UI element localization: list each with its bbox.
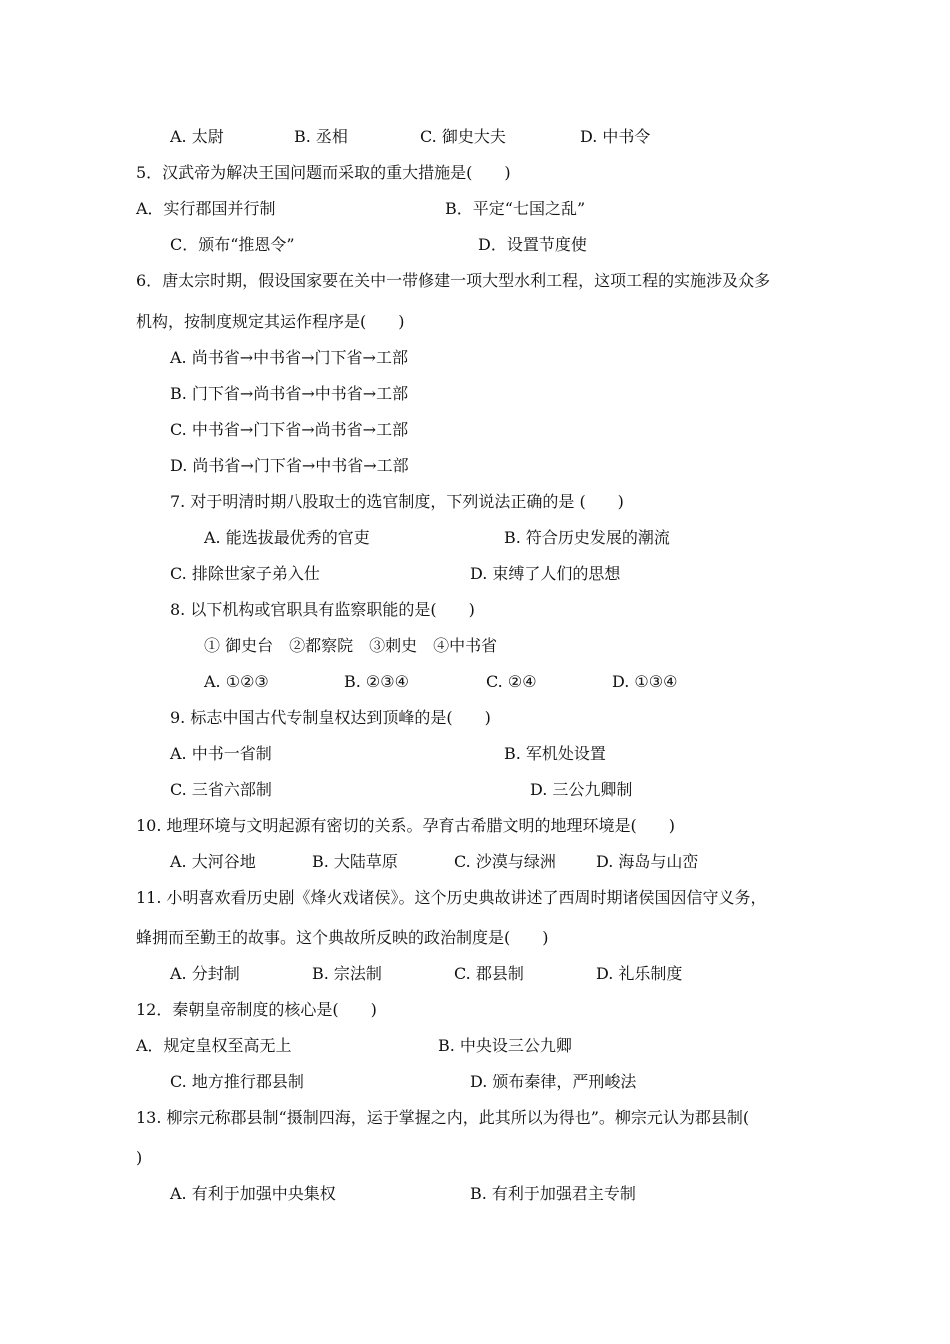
q6-stem-line1: 6．唐太宗时期，假设国家要在关中一带修建一项大型水利工程，这项工程的实施涉及众多	[136, 271, 771, 290]
q13-option-a: A. 有利于加强中央集权	[170, 1184, 336, 1203]
q7-option-a: A. 能选拔最优秀的官吏	[204, 528, 370, 547]
q4-option-d: D. 中书令	[580, 127, 651, 146]
q10-option-c: C. 沙漠与绿洲	[454, 852, 556, 871]
q5-option-d: D．设置节度使	[478, 235, 587, 254]
q6-option-b: B. 门下省→尚书省→中书省→工部	[170, 384, 409, 403]
q12-stem: 12．秦朝皇帝制度的核心是( )	[136, 1000, 377, 1019]
q13-option-b: B. 有利于加强君主专制	[470, 1184, 636, 1203]
q10-stem: 10. 地理环境与文明起源有密切的关系。孕育古希腊文明的地理环境是( )	[136, 816, 676, 835]
q9-option-b: B. 军机处设置	[504, 744, 606, 763]
q8-option-d: D. ①③④	[612, 672, 678, 691]
q11-option-b: B. 宗法制	[312, 964, 382, 983]
q12-option-b: B. 中央设三公九卿	[438, 1036, 572, 1055]
q8-option-c: C. ②④	[486, 672, 537, 691]
q7-option-c: C. 排除世家子弟入仕	[170, 564, 320, 583]
q4-option-b: B. 丞相	[294, 127, 348, 146]
q11-option-c: C. 郡县制	[454, 964, 524, 983]
q12-option-c: C. 地方推行郡县制	[170, 1072, 304, 1091]
q10-option-d: D. 海岛与山峦	[596, 852, 699, 871]
q11-option-d: D. 礼乐制度	[596, 964, 683, 983]
q9-stem: 9. 标志中国古代专制皇权达到顶峰的是( )	[170, 708, 491, 727]
q12-option-d: D. 颁布秦律，严刑峻法	[470, 1072, 637, 1091]
q8-items: ① 御史台 ②都察院 ③刺史 ④中书省	[204, 636, 498, 655]
q11-stem-line1: 11. 小明喜欢看历史剧《烽火戏诸侯》。这个历史典故讲述了西周时期诸侯国因信守义务，	[136, 888, 767, 907]
q10-option-a: A. 大河谷地	[170, 852, 256, 871]
q8-option-b: B. ②③④	[344, 672, 409, 691]
q6-option-c: C. 中书省→门下省→尚书省→工部	[170, 420, 409, 439]
q9-option-c: C. 三省六部制	[170, 780, 272, 799]
q6-option-d: D. 尚书省→门下省→中书省→工部	[170, 456, 409, 475]
q4-option-a: A. 太尉	[170, 127, 224, 146]
q11-option-a: A. 分封制	[170, 964, 240, 983]
q6-option-a: A. 尚书省→中书省→门下省→工部	[170, 348, 408, 367]
q7-option-b: B. 符合历史发展的潮流	[504, 528, 670, 547]
q13-stem-line2: )	[136, 1148, 143, 1167]
q7-option-d: D. 束缚了人们的思想	[470, 564, 621, 583]
q5-stem: 5．汉武帝为解决王国问题而采取的重大措施是( )	[136, 163, 511, 182]
q8-stem: 8. 以下机构或官职具有监察职能的是( )	[170, 600, 475, 619]
q11-stem-line2: 蜂拥而至勤王的故事。这个典故所反映的政治制度是( )	[136, 928, 549, 947]
q5-option-c: C．颁布“推恩令”	[170, 235, 295, 254]
q9-option-a: A. 中书一省制	[170, 744, 272, 763]
q9-option-d: D. 三公九卿制	[530, 780, 633, 799]
q8-option-a: A. ①②③	[204, 672, 269, 691]
q4-option-c: C. 御史大夫	[420, 127, 506, 146]
q6-stem-line2: 机构，按制度规定其运作程序是( )	[136, 312, 405, 331]
q5-option-a: A．实行郡国并行制	[136, 199, 276, 218]
q13-stem-line1: 13. 柳宗元称郡县制“摄制四海，运于掌握之内，此其所以为得也”。柳宗元认为郡县制(	[136, 1108, 750, 1127]
q5-option-b: B．平定“七国之乱”	[445, 199, 586, 218]
q7-stem: 7. 对于明清时期八股取士的选官制度，下列说法正确的是 ( )	[170, 492, 624, 511]
q10-option-b: B. 大陆草原	[312, 852, 398, 871]
q12-option-a: A．规定皇权至高无上	[136, 1036, 292, 1055]
